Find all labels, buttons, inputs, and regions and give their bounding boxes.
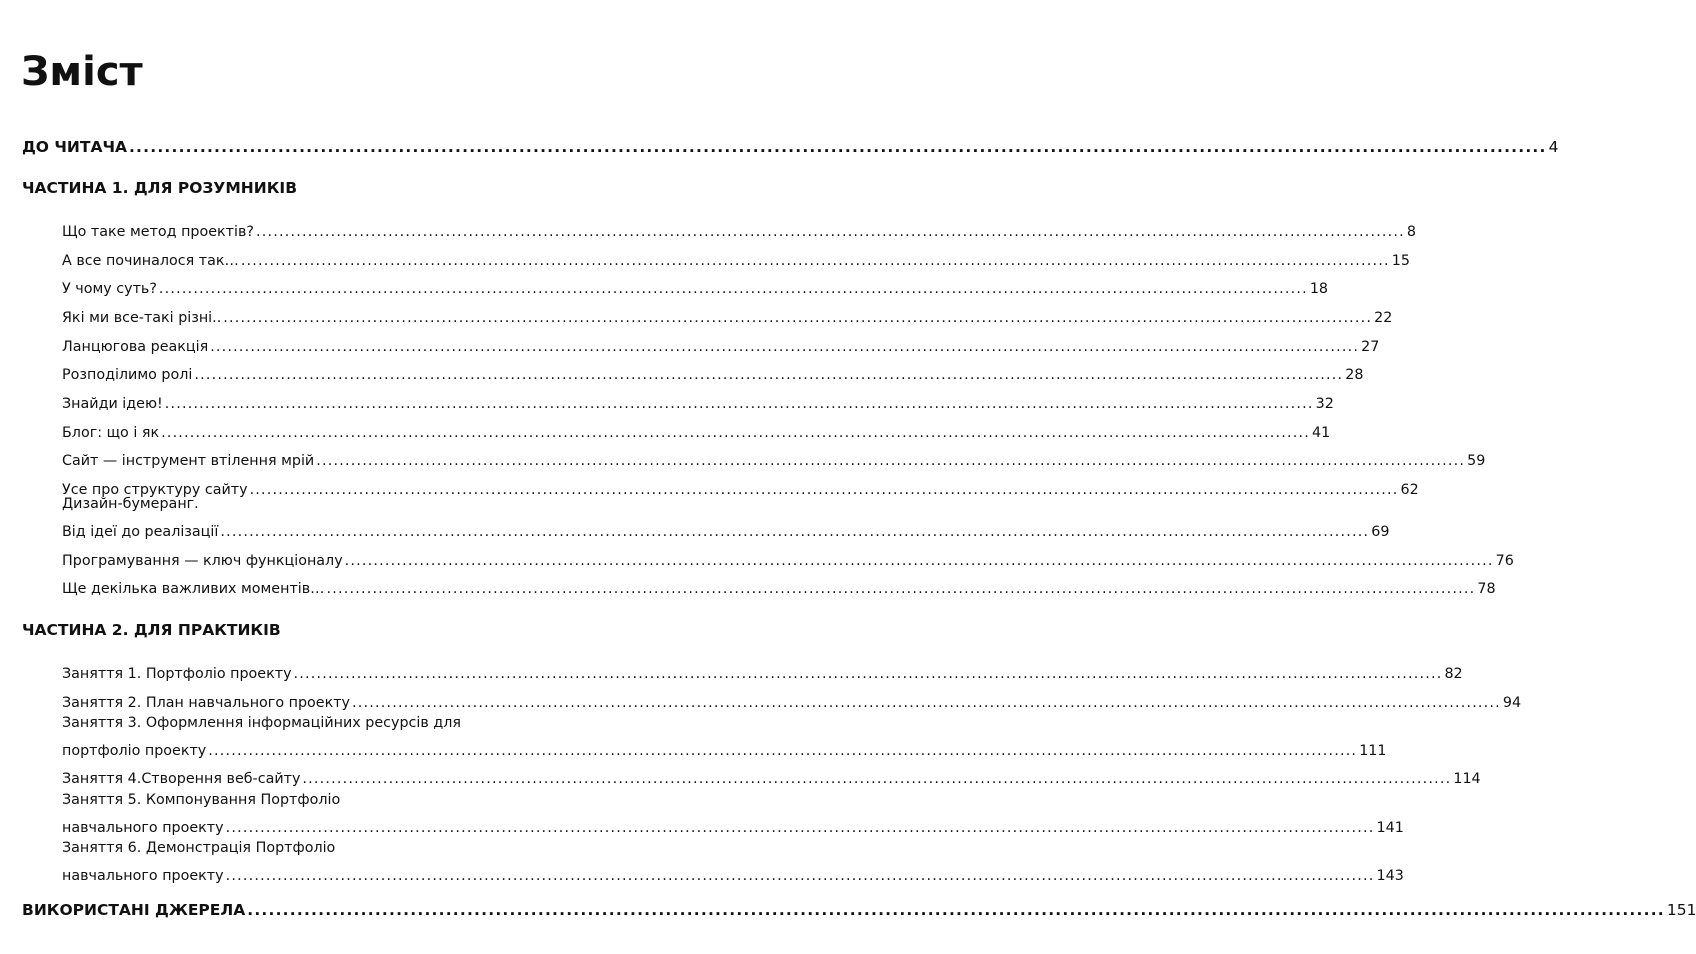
- dot-leader: ........................................................................................................................................................................................................: [352, 695, 1501, 711]
- entry-label: Заняття 2. План навчального проекту: [62, 695, 350, 711]
- toc-entry[interactable]: [62, 771, 1481, 787]
- entry-label: Усе про структуру сайту: [62, 482, 248, 498]
- toc-entry[interactable]: [62, 666, 1463, 682]
- page-number: 59: [1467, 453, 1486, 469]
- entry-label: Ще декілька важливих моментів…: [62, 581, 325, 597]
- page-number: 41: [1312, 425, 1331, 441]
- page-number: 76: [1495, 553, 1514, 569]
- entry-label-line1: Заняття 3. Оформлення інформаційних ресурсів для: [62, 715, 461, 731]
- toc-entry[interactable]: [62, 524, 1390, 540]
- dot-leader: ........................................................................................................................................................................................................: [240, 253, 1390, 269]
- toc-entry[interactable]: [62, 820, 1404, 836]
- toc-entry[interactable]: [62, 339, 1380, 355]
- toc-entry[interactable]: [62, 695, 1522, 711]
- page-number: 8: [1406, 224, 1417, 240]
- page-number: 141: [1376, 820, 1404, 836]
- part1-heading: ЧАСТИНА 1. ДЛЯ РОЗУМНИКІВ: [22, 179, 298, 197]
- entry-label: ВИКОРИСТАНІ ДЖЕРЕЛА: [22, 901, 246, 919]
- toc-entry[interactable]: [62, 281, 1329, 297]
- page-number: 22: [1374, 310, 1393, 326]
- dot-leader: ........................................................................................................................................................................................................: [208, 743, 1358, 759]
- dot-leader: ........................................................................................................................................................................................................: [247, 901, 1665, 919]
- entry-label: Ланцюгова реакція: [62, 339, 209, 355]
- entry-label: Що таке метод проектів?: [62, 224, 254, 240]
- dot-leader: ........................................................................................................................................................................................................: [223, 310, 1373, 326]
- dot-leader: ........................................................................................................................................................................................................: [249, 482, 1399, 498]
- dot-leader: ........................................................................................................................................................................................................: [164, 396, 1314, 412]
- page-number: 4: [1548, 138, 1559, 156]
- toc-entry[interactable]: [62, 367, 1364, 383]
- entry-label: навчального проекту: [62, 820, 224, 836]
- entry-label: Розподілимо ролі: [62, 367, 193, 383]
- entry-label: ДО ЧИТАЧА: [22, 138, 127, 156]
- page-number: 111: [1359, 743, 1387, 759]
- page-number: 82: [1444, 666, 1463, 682]
- part2-heading: ЧАСТИНА 2. ДЛЯ ПРАКТИКІВ: [22, 621, 281, 639]
- entry-label: Сайт — інструмент втілення мрій: [62, 453, 315, 469]
- page-number: 27: [1361, 339, 1380, 355]
- page-number: 18: [1309, 281, 1329, 297]
- entry-label: У чому суть?: [62, 281, 157, 297]
- dot-leader: ........................................................................................................................................................................................................: [220, 524, 1370, 540]
- toc-entry-sources[interactable]: [22, 901, 1696, 919]
- dot-leader: ........................................................................................................................................................................................................: [225, 820, 1375, 836]
- page-number: 114: [1453, 771, 1481, 787]
- toc-entry[interactable]: [62, 581, 1496, 597]
- toc-entry[interactable]: [62, 743, 1387, 759]
- page-number: 62: [1400, 482, 1419, 498]
- dot-leader: ........................................................................................................................................................................................................: [194, 367, 1344, 383]
- entry-label: Які ми все-такі різні..: [62, 310, 222, 326]
- toc-entry[interactable]: [62, 396, 1334, 412]
- page-number: 151: [1666, 901, 1696, 919]
- page-number: 28: [1345, 367, 1364, 383]
- page-number: 78: [1477, 581, 1496, 597]
- entry-label-line1: Дизайн-бумеранг.: [62, 496, 199, 512]
- toc-entry[interactable]: [62, 868, 1404, 884]
- dot-leader: ........................................................................................................................................................................................................: [158, 281, 1308, 297]
- entry-label: Програмування — ключ функціоналу: [62, 553, 343, 569]
- page-number: 15: [1391, 253, 1410, 269]
- page-title: Зміст: [21, 49, 143, 95]
- entry-label: навчального проекту: [62, 868, 224, 884]
- toc-entry[interactable]: [62, 253, 1410, 269]
- page-number: 32: [1315, 396, 1334, 412]
- entry-label: Заняття 4.Створення веб-сайту: [62, 771, 301, 787]
- dot-leader: ........................................................................................................................................................................................................: [302, 771, 1452, 787]
- page-number: 69: [1371, 524, 1390, 540]
- page-number: 143: [1376, 868, 1404, 884]
- entry-label: Заняття 1. Портфоліо проекту: [62, 666, 292, 682]
- dot-leader: ........................................................................................................................................................................................................: [316, 453, 1466, 469]
- entry-label: портфоліо проекту: [62, 743, 207, 759]
- dot-leader: ........................................................................................................................................................................................................: [210, 339, 1360, 355]
- toc-entry[interactable]: [62, 553, 1514, 569]
- toc-entry[interactable]: [62, 425, 1331, 441]
- dot-leader: ........................................................................................................................................................................................................: [225, 868, 1375, 884]
- dot-leader: ........................................................................................................................................................................................................: [128, 138, 1547, 156]
- dot-leader: ........................................................................................................................................................................................................: [326, 581, 1476, 597]
- entry-label-line1: Заняття 5. Компонування Портфоліо: [62, 792, 341, 808]
- entry-label-line1: Заняття 6. Демонстрація Портфоліо: [62, 840, 336, 856]
- toc-entry[interactable]: [62, 453, 1486, 469]
- entry-label: Блог: що і як: [62, 425, 160, 441]
- entry-label: Від ідеї до реалізації: [62, 524, 219, 540]
- toc-entry[interactable]: [62, 224, 1417, 240]
- toc-entry[interactable]: [62, 310, 1393, 326]
- entry-label: Знайди ідею!: [62, 396, 163, 412]
- page-number: 94: [1502, 695, 1522, 711]
- entry-label: А все починалося так…: [62, 253, 239, 269]
- dot-leader: ........................................................................................................................................................................................................: [161, 425, 1310, 441]
- dot-leader: ........................................................................................................................................................................................................: [344, 553, 1494, 569]
- toc-entry-intro[interactable]: [22, 138, 1559, 156]
- dot-leader: ........................................................................................................................................................................................................: [293, 666, 1443, 682]
- dot-leader: ........................................................................................................................................................................................................: [256, 224, 1405, 240]
